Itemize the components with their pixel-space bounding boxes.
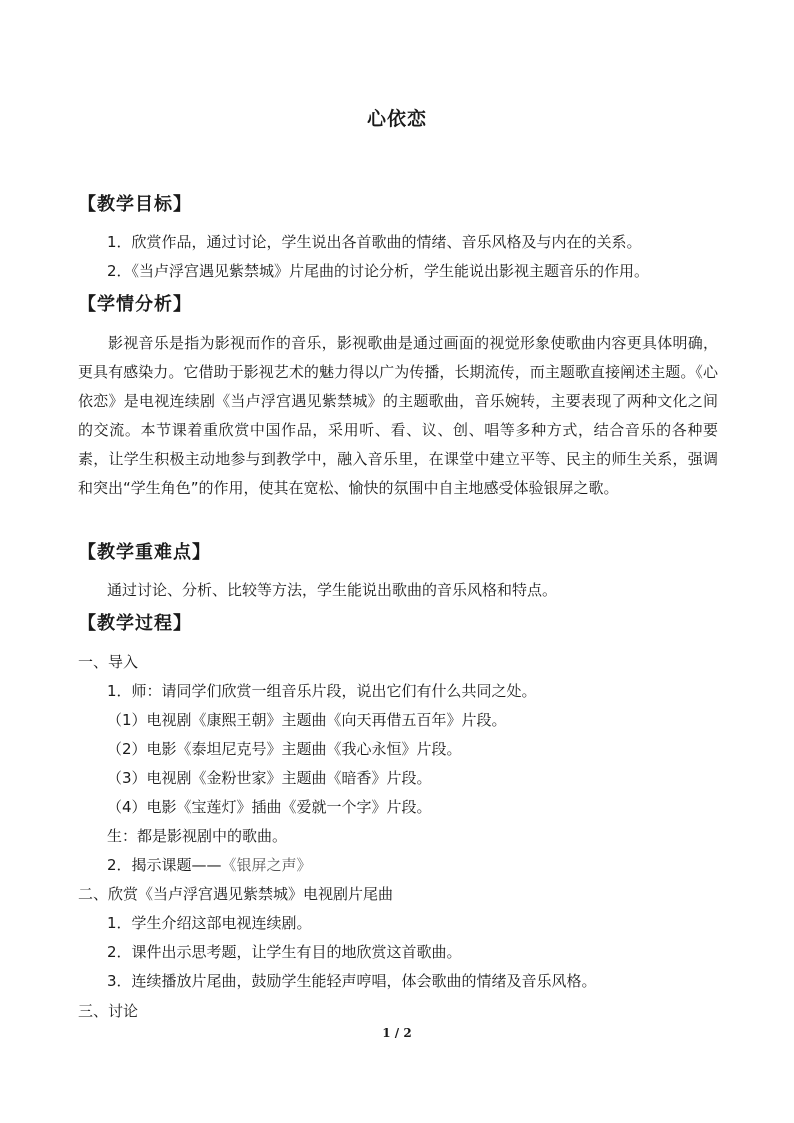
clip-item-1: （1）电视剧《康熙王朝》主题曲《向天再借五百年》片段。: [107, 711, 507, 729]
analysis-paragraph: 影视音乐是指为影视而作的音乐，影视歌曲是通过画面的视觉形象使歌曲内容更具体明确，更具有感染力。它借助于影视艺术的魅力得以广为传播，长期流传，而主题歌直接阐述主题。《心依恋》是电视连续剧《当卢浮宫遇见紫禁城》的主题歌曲，音乐婉转，主要表现了两种文化之间的交流。本节课着重欣赏中国作品，采用听、看、议、创、唱等多种方式，结合音乐的各种要素，让学生积极主动地参与到教学中，融入音乐里，在课堂中建立平等、民主的师生关系，强调和突出“学生角色”的作用，使其在宽松、愉快的氛围中自主地感受体验银屏之歌。: [78, 334, 718, 497]
heading-process: 【教学过程】: [78, 613, 192, 634]
objective-item-1: 1．欣赏作品，通过讨论，学生说出各首歌曲的情绪、音乐风格及与内在的关系。: [107, 233, 642, 251]
page-number: 1 / 2: [382, 1026, 412, 1040]
clip-item-2: （2）电影《泰坦尼克号》主题曲《我心永恒》片段。: [107, 740, 462, 758]
step2-prefix: 2．揭示课题——: [107, 856, 222, 874]
clip-item-3: （3）电视剧《金粉世家》主题曲《暗香》片段。: [107, 769, 432, 787]
part2-item-3: 3．连续播放片尾曲，鼓励学生能轻声哼唱，体会歌曲的情绪及音乐风格。: [107, 972, 597, 990]
heading-analysis: 【学情分析】: [78, 294, 192, 315]
process-part1-title: 一、导入: [78, 653, 139, 671]
process-part3-title: 三、讨论: [78, 1002, 139, 1020]
heading-key-points: 【教学重难点】: [78, 542, 211, 563]
process-part1-step2: [107, 855, 312, 875]
clip-item-4: （4）电影《宝莲灯》插曲《爱就一个字》片段。: [107, 798, 432, 816]
heading-objectives: 【教学目标】: [78, 194, 192, 215]
part2-item-1: 1．学生介绍这部电视连续剧。: [107, 914, 312, 932]
document-title: 心依恋: [366, 108, 427, 130]
process-part1-step1: 1．师：请同学们欣赏一组音乐片段，说出它们有什么共同之处。: [107, 682, 537, 700]
lesson-topic: 《银屏之声》: [221, 856, 312, 874]
student-answer: 生：都是影视剧中的歌曲。: [107, 827, 288, 845]
process-part2-title: 二、欣赏《当卢浮宫遇见紫禁城》电视剧片尾曲: [78, 885, 394, 903]
part2-item-2: 2．课件出示思考题，让学生有目的地欣赏这首歌曲。: [107, 943, 462, 961]
objective-item-2: 2．《当卢浮宫遇见紫禁城》片尾曲的讨论分析，学生能说出影视主题音乐的作用。: [107, 262, 650, 280]
key-points-paragraph: 通过讨论、分析、比较等方法，学生能说出歌曲的音乐风格和特点。: [107, 581, 558, 599]
